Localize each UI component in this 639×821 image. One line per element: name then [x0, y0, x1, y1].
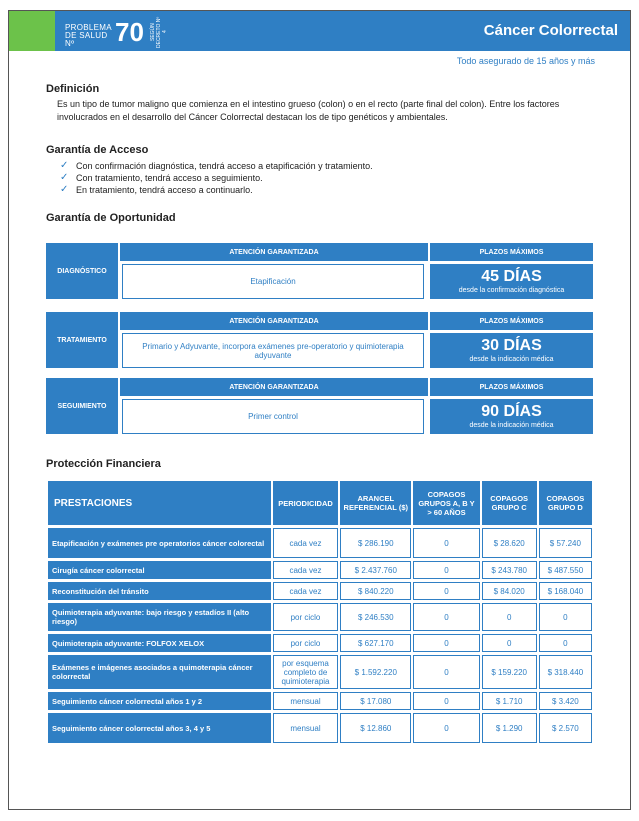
- checkmark-icon: ✓: [60, 184, 69, 195]
- arancel-cell: $ 286.190: [340, 528, 411, 558]
- column-header: COPAGOS GRUPO D: [539, 481, 592, 525]
- table-row: [48, 713, 592, 743]
- column-header: PRESTACIONES: [48, 481, 271, 525]
- periodicidad-cell: mensual: [273, 713, 339, 743]
- table-row: [48, 603, 592, 631]
- plazo-desc: desde la confirmación diagnóstica: [458, 287, 565, 294]
- arancel-cell: $ 1.592.220: [340, 655, 411, 689]
- copago-c-cell: $ 28.620: [482, 528, 537, 558]
- table-row: [48, 561, 592, 579]
- arancel-cell: $ 12.860: [340, 713, 411, 743]
- periodicidad-cell: cada vez: [273, 582, 339, 600]
- page-header: [9, 11, 630, 51]
- copago-ab-cell: 0: [413, 528, 479, 558]
- periodicidad-cell: por ciclo: [273, 603, 339, 631]
- copago-ab-cell: 0: [413, 655, 479, 689]
- plazo-header: PLAZOS MÁXIMOS: [428, 378, 593, 396]
- table-header-row: [48, 481, 592, 525]
- copago-c-cell: 0: [482, 634, 537, 652]
- checkmark-icon: ✓: [60, 160, 69, 171]
- copago-d-cell: 0: [539, 603, 592, 631]
- copago-c-cell: $ 159.220: [482, 655, 537, 689]
- attention-value: Etapificación: [122, 264, 424, 299]
- prestacion-cell: Seguimiento cáncer colorrectal años 3, 4 y 5: [48, 713, 271, 743]
- list-item: ✓ Con tratamiento, tendrá acceso a seguimiento.: [60, 172, 263, 183]
- table-row: [48, 582, 592, 600]
- copago-ab-cell: 0: [413, 634, 479, 652]
- copago-d-cell: $ 57.240: [539, 528, 592, 558]
- column-header: PERIODICIDAD: [273, 481, 339, 525]
- plazo-value: [428, 264, 593, 299]
- definicion-text: Es un tipo de tumor maligno que comienza en el intestino grueso (colon) o en el recto (parte final del colon). Entre los factores involucrados en el desarrollo del Cáncer Colorrectal destacan los de tipo genéticos y ambientales.: [57, 99, 560, 122]
- page-title: Cáncer Colorrectal: [483, 22, 618, 39]
- copago-c-cell: $ 1.290: [482, 713, 537, 743]
- prestacion-cell: Quimioterapia adyuvante: bajo riesgo y estadíos II (alto riesgo): [48, 603, 271, 631]
- prestacion-cell: Exámenes e imágenes asociados a quimoterapia cáncer colorrectal: [48, 655, 271, 689]
- table-row: [48, 692, 592, 710]
- plazo-desc: desde la indicación médica: [469, 356, 554, 363]
- copago-ab-cell: 0: [413, 713, 479, 743]
- list-item: ✓ Con confirmación diagnóstica, tendrá acceso a etapificación y tratamiento.: [60, 160, 373, 171]
- plazo-days: 90 DÍAS: [481, 403, 542, 420]
- copago-ab-cell: 0: [413, 561, 479, 579]
- page-subtitle: Todo asegurado de 15 años y más: [456, 56, 595, 66]
- oportunidad-block-tratamiento: [46, 312, 593, 368]
- copago-d-cell: $ 3.420: [539, 692, 592, 710]
- attention-value: Primer control: [122, 399, 424, 434]
- prestacion-cell: Cirugía cáncer colorrectal: [48, 561, 271, 579]
- copago-c-cell: $ 1.710: [482, 692, 537, 710]
- column-header: COPAGOS GRUPOS A, B Y > 60 AÑOS: [413, 481, 479, 525]
- plazo-value: [428, 399, 593, 434]
- copago-d-cell: $ 318.440: [539, 655, 592, 689]
- plazo-header: PLAZOS MÁXIMOS: [428, 243, 593, 261]
- prestacion-cell: Quimioterapia adyuvante: FOLFOX XELOX: [48, 634, 271, 652]
- prestacion-cell: Etapificación y exámenes pre operatorios cáncer colorectal: [48, 528, 271, 558]
- arancel-cell: $ 246.530: [340, 603, 411, 631]
- oportunidad-heading: Garantía de Oportunidad: [46, 212, 176, 224]
- acceso-heading: Garantía de Acceso: [46, 144, 149, 156]
- oportunidad-block-diagnostico: [46, 243, 593, 299]
- column-header: COPAGOS GRUPO C: [482, 481, 537, 525]
- prestacion-cell: Reconstitución del tránsito: [48, 582, 271, 600]
- table-row: [48, 634, 592, 652]
- copago-c-cell: $ 243.780: [482, 561, 537, 579]
- problem-number: 70: [115, 17, 144, 47]
- plazo-days: 45 DÍAS: [481, 268, 542, 285]
- copago-c-cell: $ 84.020: [482, 582, 537, 600]
- copago-d-cell: $ 2.570: [539, 713, 592, 743]
- arancel-cell: $ 840.220: [340, 582, 411, 600]
- proteccion-table: [46, 478, 594, 746]
- attention-value: Primario y Adyuvante, incorpora exámenes pre-operatorio y quimioterapia adyuvante: [122, 333, 424, 368]
- periodicidad-cell: cada vez: [273, 528, 339, 558]
- list-item: ✓ En tratamiento, tendrá acceso a continuarlo.: [60, 184, 253, 195]
- copago-c-cell: 0: [482, 603, 537, 631]
- copago-d-cell: $ 487.550: [539, 561, 592, 579]
- proteccion-heading: Protección Financiera: [46, 458, 161, 470]
- oportunidad-block-seguimiento: [46, 378, 593, 434]
- table-row: [48, 655, 592, 689]
- periodicidad-cell: por ciclo: [273, 634, 339, 652]
- decree-side-text: SEGÚN DECRETO Nº 4: [150, 16, 168, 48]
- copago-d-cell: 0: [539, 634, 592, 652]
- definicion-heading: Definición: [46, 83, 100, 95]
- green-accent-bar: [9, 11, 55, 51]
- periodicidad-cell: por esquema completo de quimioterapia: [273, 655, 339, 689]
- plazo-value: [428, 333, 593, 368]
- column-header: ARANCEL REFERENCIAL ($): [340, 481, 411, 525]
- block-label: TRATAMIENTO: [46, 312, 118, 368]
- attention-header: ATENCIÓN GARANTIZADA: [118, 243, 428, 261]
- periodicidad-cell: mensual: [273, 692, 339, 710]
- problem-label: PROBLEMA DE SALUD Nº: [65, 23, 112, 48]
- plazo-desc: desde la indicación médica: [469, 422, 554, 429]
- attention-header: ATENCIÓN GARANTIZADA: [118, 312, 428, 330]
- attention-header: ATENCIÓN GARANTIZADA: [118, 378, 428, 396]
- periodicidad-cell: cada vez: [273, 561, 339, 579]
- block-label: SEGUIMIENTO: [46, 378, 118, 434]
- arancel-cell: $ 627.170: [340, 634, 411, 652]
- table-row: [48, 528, 592, 558]
- copago-ab-cell: 0: [413, 692, 479, 710]
- acceso-list: [60, 160, 373, 196]
- checkmark-icon: ✓: [60, 172, 69, 183]
- block-label: DIAGNÓSTICO: [46, 243, 118, 299]
- copago-d-cell: $ 168.040: [539, 582, 592, 600]
- copago-ab-cell: 0: [413, 582, 479, 600]
- plazo-days: 30 DÍAS: [481, 337, 542, 354]
- plazo-header: PLAZOS MÁXIMOS: [428, 312, 593, 330]
- arancel-cell: $ 2.437.760: [340, 561, 411, 579]
- copago-ab-cell: 0: [413, 603, 479, 631]
- arancel-cell: $ 17.080: [340, 692, 411, 710]
- prestacion-cell: Seguimiento cáncer colorrectal años 1 y 2: [48, 692, 271, 710]
